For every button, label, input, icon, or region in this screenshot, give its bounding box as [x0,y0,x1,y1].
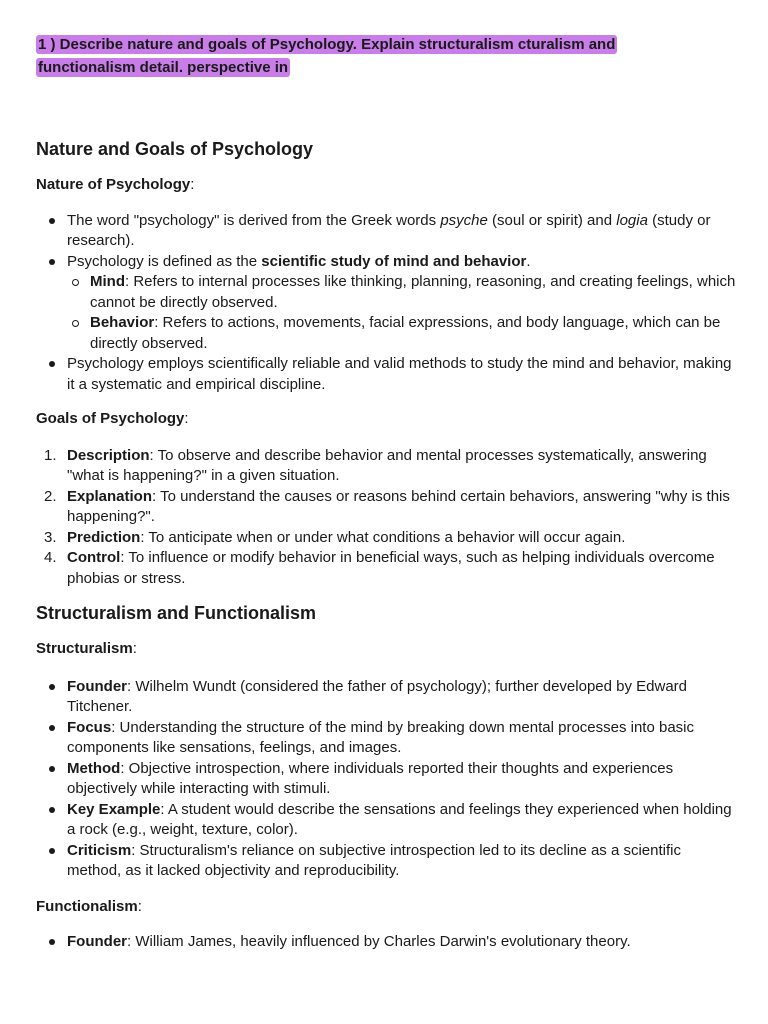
functionalism-list [36,932,736,953]
list-item: Criticism: Structuralism's reliance on subjective introspection led to its decline as a scientific method, as it lacked objectivity and reproducibility. [67,841,736,882]
section-heading-struct-func: Structuralism and Functionalism [36,603,317,623]
list-item: Method: Objective introspection, where individuals reported their thoughts and experiences objectively while interacting with stimuli. [67,759,736,800]
document-page [36,33,736,953]
functionalism-subheading: Functionalism: [36,897,142,915]
question-block [36,33,656,79]
list-item: 4. Control: To influence or modify behavior in beneficial ways, such as helping individuals overcome phobias or stress. [44,549,715,587]
structuralism-subheading: Structuralism: [36,640,137,657]
nature-list [36,211,736,396]
list-item: 2. Explanation: To understand the causes or reasons behind certain behaviors, answering "why is this happening?". [44,487,730,525]
list-item: Psychology employs scientifically reliable and valid methods to study the mind and behavior, making it a systematic and empirical discipline. [67,354,736,395]
list-item: The word "psychology" is derived from the Greek words psyche (soul or spirit) and logia (study or research). [67,211,736,252]
question-highlight: 1 ) Describe nature and goals of Psychology. Explain structuralism cturalism and functionalism detail. perspective in [38,36,616,76]
list-item: Founder: Wilhelm Wundt (considered the father of psychology); further developed by Edward Titchener. [67,677,736,718]
sub-list-item: Behavior: Refers to actions, movements, facial expressions, and body language, which can be directly observed. [90,313,736,354]
structuralism-list [36,677,736,882]
section-heading-nature-goals: Nature and Goals of Psychology [36,139,314,159]
goals-list [36,446,736,590]
sub-list-item: Mind: Refers to internal processes like thinking, planning, reasoning, and creating feelings, which cannot be directly observed. [90,272,736,313]
nature-subheading: Nature of Psychology: [36,176,195,193]
list-item: Focus: Understanding the structure of the mind by breaking down mental processes into basic components like sensations, feelings, and images. [67,718,736,759]
list-item: Founder: William James, heavily influenced by Charles Darwin's evolutionary theory. [67,932,736,953]
list-item: 1. Description: To observe and describe behavior and mental processes systematically, answering "what is happening?" in a given situation. [44,446,707,484]
sub-list [67,272,736,354]
list-item: 3. Prediction: To anticipate when or under what conditions a behavior will occur again. [44,528,626,546]
goals-subheading: Goals of Psychology: [36,410,189,427]
list-item: Psychology is defined as the scientific study of mind and behavior. Mind: Refers to internal processes like thinking, planning, reasoning, and creating feelings, which cannot be directly observed. Behavior: Refers to actions, movements, facial expressions, and body language, which can be directly observed. [67,252,736,355]
list-item: Key Example: A student would describe the sensations and feelings they experienced when holding a rock (e.g., weight, texture, color). [67,800,736,841]
